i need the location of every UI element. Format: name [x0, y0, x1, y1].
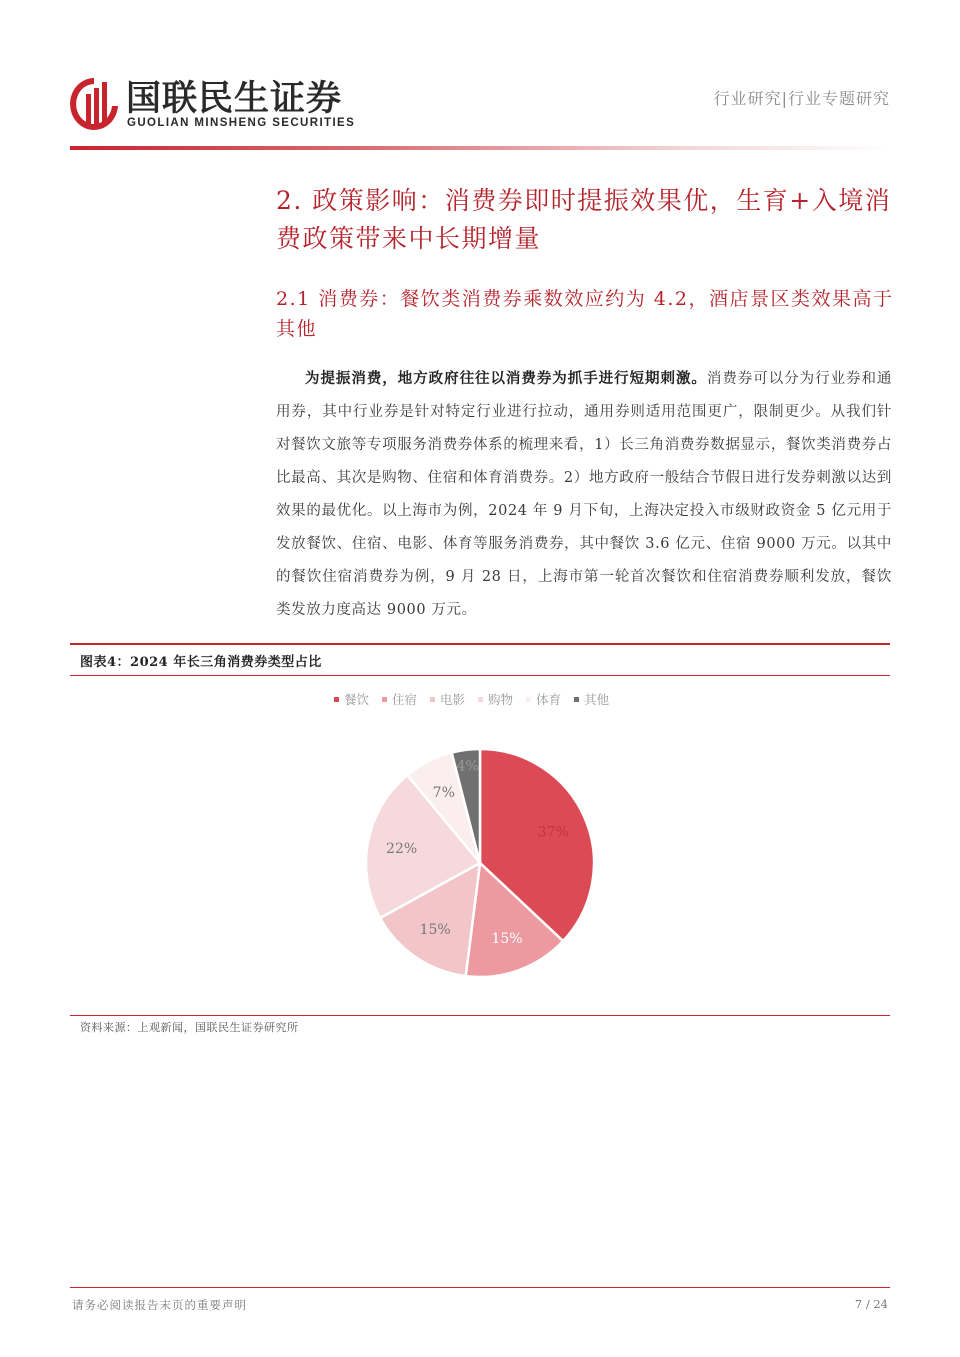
pie-data-label: 37% — [537, 824, 569, 841]
pie-data-label: 7% — [432, 784, 455, 801]
chart-legend — [334, 690, 609, 708]
footer-divider — [70, 1287, 890, 1288]
legend-label: 住宿 — [392, 692, 418, 707]
body-text: 消费券可以分为行业券和通用券，其中行业券是针对特定行业进行拉动，通用券则适用范围更广，限制更少。从我们针对餐饮文旅等专项服务消费券体系的梳理来看，1）长三角消费券数据显示，餐饮类消费券占比最高、其次是购物、住宿和体育消费券。2）地方政府一般结合节假日进行发券刺激以达到效果的最优化。以上海市为例，2024 年 9 月下旬，上海决定投入市级财政资金 5 亿元用于发放餐饮、住宿、电影、体育等服务消费券，其中餐饮 3.6 亿元、住宿 9000 万元。以其中的餐饮住宿消费券为例，9 月 28 日，上海市第一轮首次餐饮和住宿消费券顺利发放，餐饮类发放力度高达 9000 万元。 — [276, 371, 892, 618]
legend-swatch — [334, 697, 339, 702]
footer-disclaimer: 请务必阅读报告末页的重要声明 — [72, 1298, 247, 1312]
legend-swatch — [430, 697, 435, 702]
legend-label: 购物 — [488, 692, 514, 707]
pie-data-label: 15% — [419, 922, 451, 939]
legend-swatch — [526, 697, 531, 702]
company-logo-icon — [68, 76, 120, 132]
pie-data-label: 4% — [456, 758, 479, 775]
company-name-en: GUOLIAN MINSHENG SECURITIES — [127, 117, 356, 129]
legend-item — [526, 690, 561, 708]
legend-label: 餐饮 — [344, 692, 370, 707]
legend-item — [334, 690, 369, 708]
legend-swatch — [574, 697, 579, 702]
pie-data-label: 15% — [491, 931, 523, 948]
body-paragraph — [276, 362, 892, 627]
section-title: 2. 政策影响：消费券即时提振效果优，生育+入境消费政策带来中长期增量 — [276, 186, 892, 253]
page-header — [0, 0, 960, 150]
figure-title-rule — [70, 675, 890, 676]
legend-item — [382, 690, 417, 708]
legend-item — [430, 690, 465, 708]
report-category: 行业研究|行业专题研究 — [713, 89, 890, 108]
company-name-cn: 国联民生证券 — [126, 79, 343, 119]
legend-label: 其他 — [584, 692, 610, 707]
legend-swatch — [382, 697, 387, 702]
figure-top-rule — [70, 643, 890, 645]
legend-label: 体育 — [536, 692, 562, 707]
figure-title: 图表4：2024 年长三角消费券类型占比 — [80, 655, 322, 670]
figure-bottom-rule — [70, 1015, 890, 1016]
legend-item — [478, 690, 513, 708]
legend-swatch — [478, 697, 483, 702]
lead-sentence: 为提振消费，地方政府往往以消费券为抓手进行短期刺激。 — [305, 370, 707, 387]
legend-label: 电影 — [440, 692, 466, 707]
page-number: 7 / 24 — [854, 1297, 888, 1311]
pie-data-label: 22% — [386, 841, 418, 858]
pie-chart — [362, 745, 598, 981]
legend-item — [574, 690, 609, 708]
figure-source: 资料来源：上观新闻，国联民生证券研究所 — [80, 1021, 299, 1034]
subsection-title: 2.1 消费券：餐饮类消费券乘数效应约为 4.2，酒店景区类效果高于其他 — [276, 288, 894, 340]
header-divider — [70, 146, 890, 150]
